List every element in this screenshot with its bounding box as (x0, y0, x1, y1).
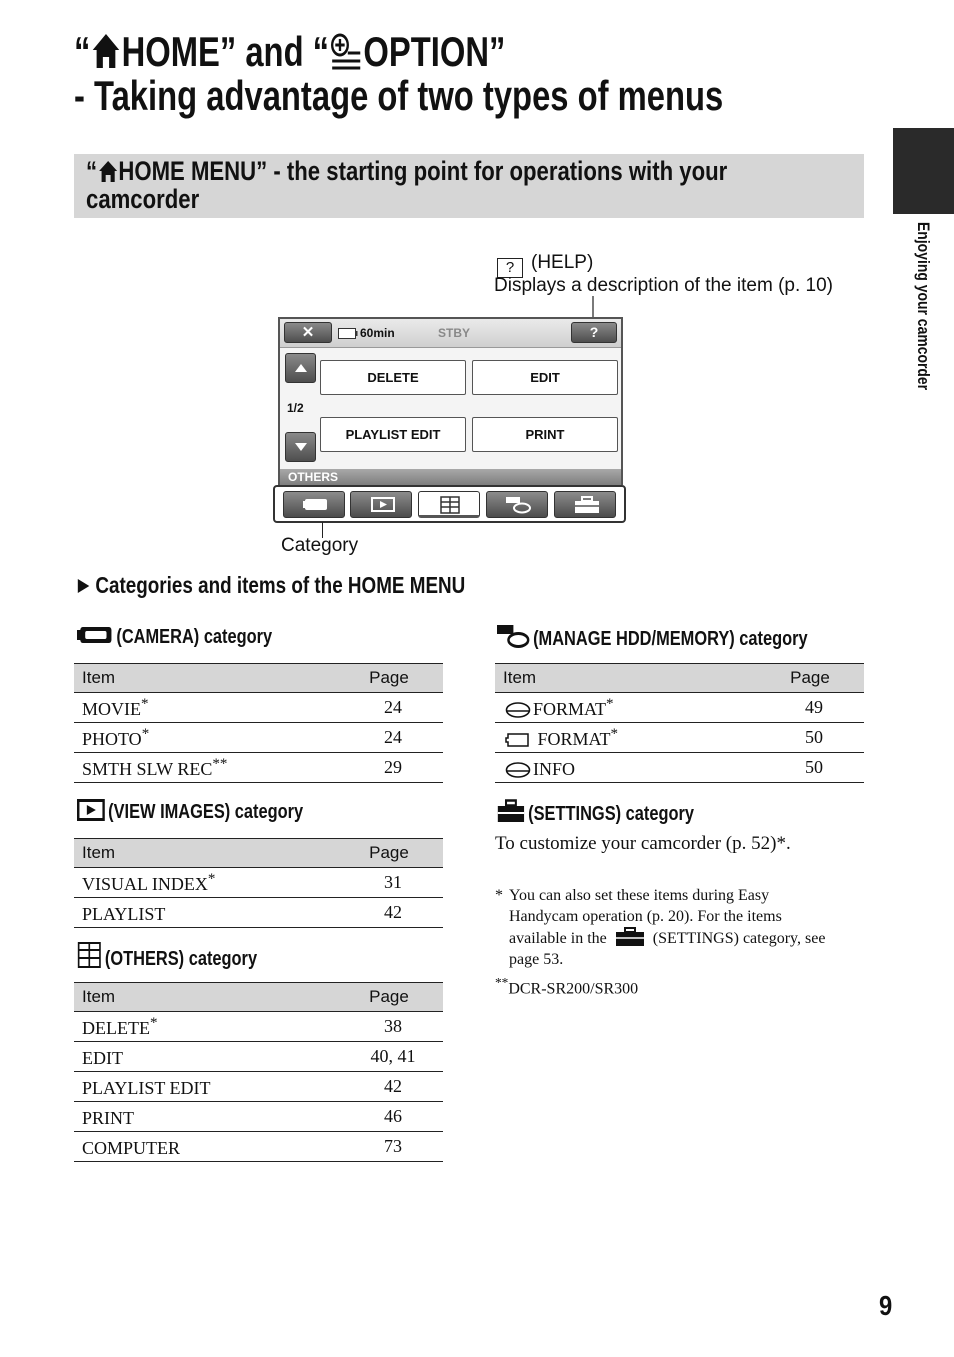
table-row: FORMAT* 50 (495, 723, 864, 753)
others-icon (438, 496, 462, 514)
manage-hdd-icon (506, 496, 532, 514)
triangle-right-icon (77, 578, 90, 594)
table-row: FORMAT* 49 (495, 693, 864, 723)
category-name-bar: OTHERS (280, 469, 621, 485)
settings-description: To customize your camcorder (p. 52)*. (495, 833, 791, 854)
help-icon: ? (497, 258, 523, 278)
page-indicator: 1/2 (287, 401, 304, 415)
table-row: MOVIE* 24 (74, 693, 443, 723)
side-tab (893, 128, 954, 214)
camera-icon (303, 496, 329, 513)
settings-icon (615, 927, 645, 947)
table-row: PLAYLIST EDIT 42 (74, 1072, 443, 1102)
view-images-icon (370, 496, 396, 513)
side-tab-label: Enjoying your camcorder (914, 222, 933, 391)
camera-table (74, 663, 443, 783)
status-text: STBY (438, 326, 471, 340)
manage-hdd-table (495, 663, 864, 783)
help-description: Displays a description of the item (p. 10) (494, 275, 833, 296)
table-row: DELETE* 38 (74, 1012, 443, 1042)
manage-hdd-category-heading: (MANAGE HDD/MEMORY) category (497, 624, 808, 651)
battery-remaining: 60min (360, 326, 395, 340)
settings-icon (497, 799, 525, 823)
table-row: COMPUTER 73 (74, 1132, 443, 1162)
view-images-table (74, 838, 443, 928)
arrow-down-icon (295, 443, 307, 451)
table-row: PRINT 46 (74, 1102, 443, 1132)
option-icon (329, 31, 363, 71)
memory-stick-icon (505, 731, 531, 749)
scroll-up-button[interactable] (285, 353, 316, 383)
table-header: Item Page (74, 664, 443, 693)
others-table (74, 982, 443, 1162)
view-images-category-heading: (VIEW IMAGES) category (77, 799, 303, 824)
page-title: “ HOME” and “ OPTION” - Taking advantage of two types of menus (74, 28, 724, 119)
hdd-icon (505, 701, 531, 719)
delete-button[interactable]: DELETE (320, 360, 466, 395)
category-label: Category (281, 535, 359, 556)
category-view-images-button[interactable] (350, 491, 412, 518)
settings-category-heading: (SETTINGS) category (497, 799, 694, 826)
arrow-up-icon (295, 364, 307, 372)
category-manage-hdd-button[interactable] (486, 491, 548, 518)
help-button[interactable]: ? (571, 322, 617, 343)
battery-icon (338, 328, 358, 339)
screen-status-bar (280, 319, 621, 348)
manage-hdd-icon (497, 624, 530, 648)
table-row: PLAYLIST 42 (74, 898, 443, 928)
hdd-icon (505, 761, 531, 779)
category-settings-button[interactable] (554, 491, 616, 518)
categories-heading: Categories and items of the HOME MENU (77, 572, 465, 599)
footnote-2: **DCR-SR200/SR300 (495, 975, 639, 998)
settings-icon (574, 496, 600, 514)
help-label: (HELP) (531, 252, 594, 273)
close-button[interactable]: ✕ (284, 322, 332, 343)
edit-button[interactable]: EDIT (472, 360, 618, 395)
others-category-heading: (OTHERS) category (77, 942, 257, 971)
view-images-icon (77, 799, 105, 821)
home-menu-screen (278, 317, 623, 485)
table-row: SMTH SLW REC** 29 (74, 753, 443, 783)
category-bar (273, 485, 626, 523)
category-camera-button[interactable] (283, 491, 345, 518)
camera-icon (77, 624, 113, 646)
table-row: EDIT 40, 41 (74, 1042, 443, 1072)
table-row: PHOTO* 24 (74, 723, 443, 753)
footnote-1: * You can also set these items during Easy Handycam operation (p. 20). For the items available in the (SETTINGS) category, see page 53. (495, 887, 826, 968)
page-number: 9 (879, 1290, 893, 1321)
others-icon (77, 942, 102, 968)
print-button[interactable]: PRINT (472, 417, 618, 452)
scroll-down-button[interactable] (285, 432, 316, 462)
table-header: Item Page (495, 664, 864, 693)
home-icon (90, 31, 121, 71)
playlist-edit-button[interactable]: PLAYLIST EDIT (320, 417, 466, 452)
table-row: INFO 50 (495, 753, 864, 783)
table-header: Item Page (74, 839, 443, 868)
home-icon (97, 159, 118, 183)
table-row: VISUAL INDEX* 31 (74, 868, 443, 898)
table-header: Item Page (74, 983, 443, 1012)
camera-category-heading: (CAMERA) category (77, 624, 272, 649)
section-heading-bar: “ HOME MENU” - the starting point for operations with your camcorder (74, 154, 864, 218)
category-others-button[interactable] (418, 491, 480, 518)
